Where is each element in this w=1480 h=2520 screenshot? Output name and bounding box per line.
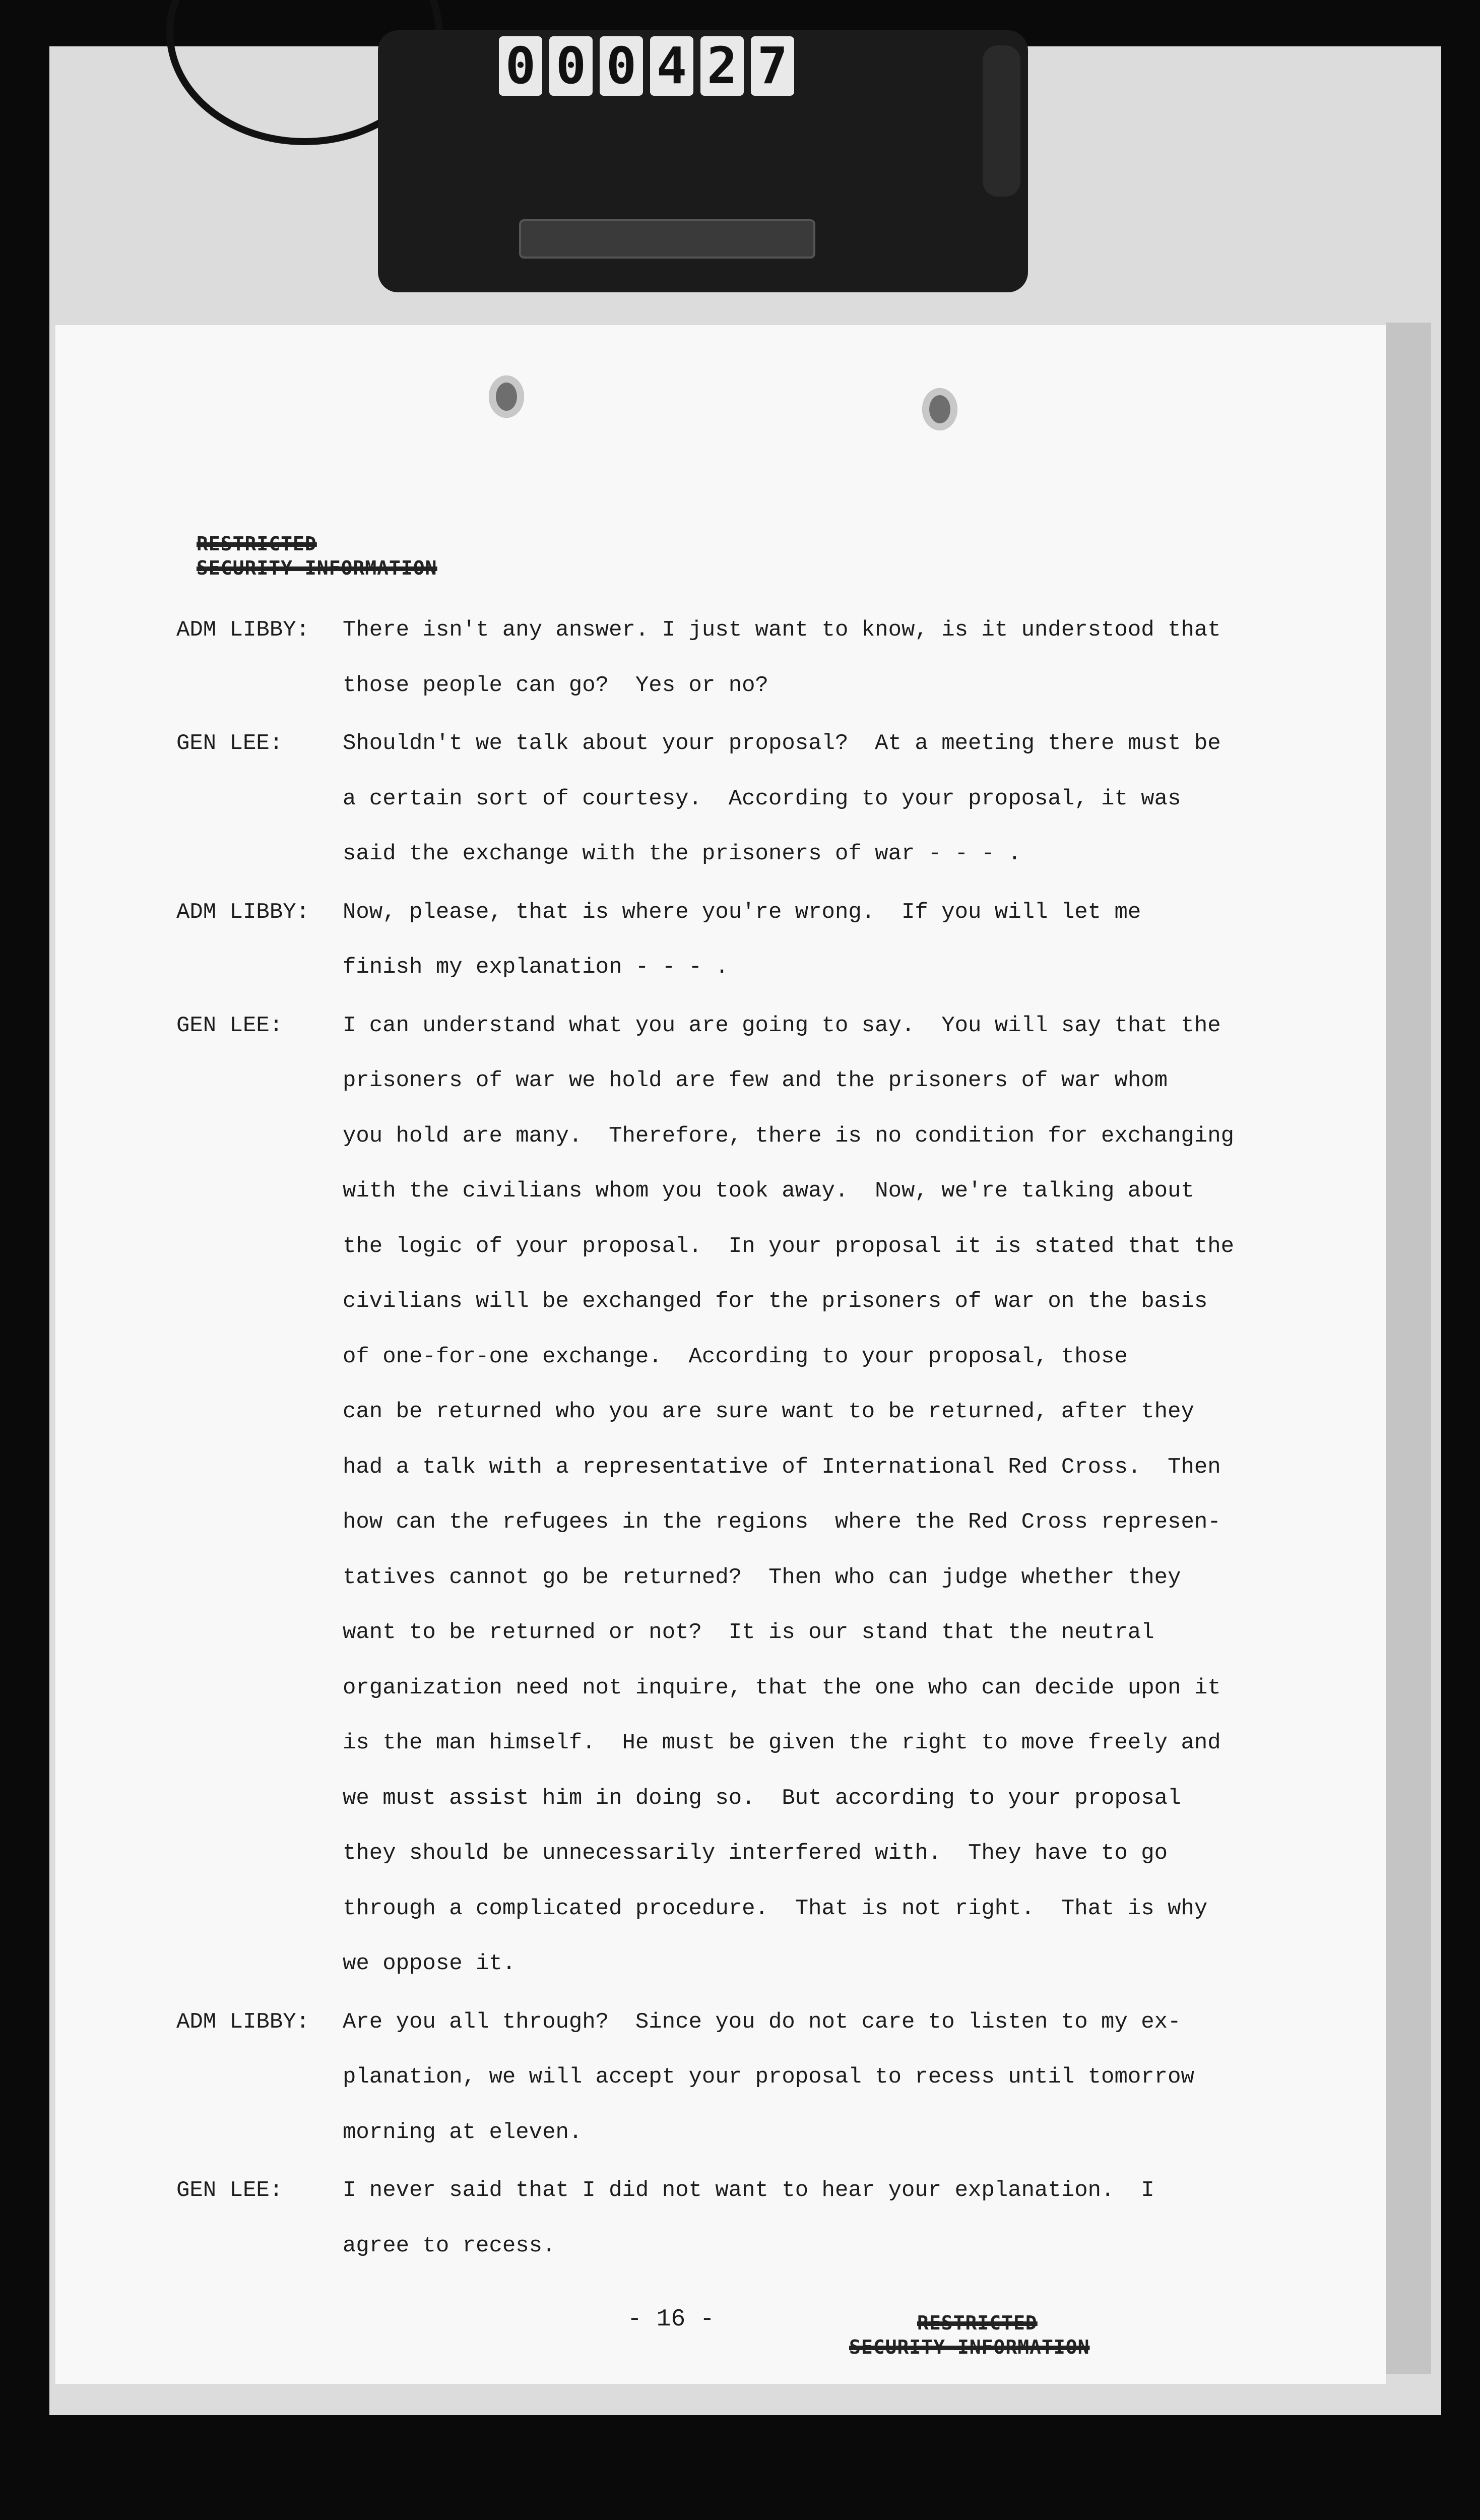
transcript-line: through a complicated procedure. That is not right. That is why	[343, 1896, 1208, 1921]
transcript-line: we must assist him in doing so. But according to your proposal	[343, 1785, 1181, 1811]
frame-counter-digit: 4	[650, 36, 693, 96]
transcript-line: finish my explanation - - - .	[343, 955, 729, 980]
transcript-line: I can understand what you are going to say. You will say that the	[343, 1013, 1221, 1038]
punch-hole	[489, 375, 524, 418]
transcript-line: how can the refugees in the regions where the Red Cross represen-	[343, 1509, 1221, 1535]
transcript-line: tatives cannot go be returned? Then who can judge whether they	[343, 1564, 1181, 1590]
transcript-line: those people can go? Yes or no?	[343, 672, 768, 698]
transcript-line: I never said that I did not want to hear your explanation. I	[343, 2178, 1154, 2203]
frame-counter-digit: 0	[600, 36, 643, 96]
transcript-line: want to be returned or not? It is our stand that the neutral	[343, 1620, 1154, 1645]
frame-counter-digit: 0	[549, 36, 593, 96]
page-number: - 16 -	[627, 2306, 715, 2333]
classification-line: SECURITY INFORMATION	[849, 2336, 1090, 2358]
transcript-line: agree to recess.	[343, 2233, 556, 2258]
speaker-label: GEN LEE:	[176, 731, 283, 756]
frame-counter-digit: 7	[751, 36, 794, 96]
frame-counter	[499, 36, 794, 96]
transcript-line: civilians will be exchanged for the prisoners of war on the basis	[343, 1289, 1208, 1314]
transcript-line: the logic of your proposal. In your proposal it is stated that the	[343, 1233, 1235, 1259]
classification-stamp-bottom	[849, 2311, 1090, 2359]
frame-counter-slot	[519, 219, 815, 259]
transcript-line: Now, please, that is where you're wrong. If you will let me	[343, 899, 1141, 925]
transcript-line: prisoners of war we hold are few and the prisoners of war whom	[343, 1068, 1168, 1093]
transcript-line: you hold are many. Therefore, there is no condition for exchanging	[343, 1123, 1235, 1149]
frame-counter-knob	[983, 45, 1020, 197]
transcript-line: planation, we will accept your proposal to recess until tomorrow	[343, 2064, 1194, 2090]
transcript-line: is the man himself. He must be given the right to move freely and	[343, 1730, 1221, 1755]
punch-hole	[922, 388, 957, 430]
transcript-line: Are you all through? Since you do not care to listen to my ex-	[343, 2009, 1181, 2035]
speaker-label: ADM LIBBY:	[176, 899, 310, 925]
classification-line: RESTRICTED	[917, 2312, 1038, 2334]
speaker-label: GEN LEE:	[176, 2178, 283, 2203]
speaker-label: ADM LIBBY:	[176, 617, 310, 643]
frame-counter-digit: 0	[499, 36, 542, 96]
backing-sheet-edge	[1386, 323, 1431, 2374]
classification-stamp-top	[197, 532, 437, 580]
transcript-line: can be returned who you are sure want to be returned, after they	[343, 1399, 1194, 1424]
transcript-line: said the exchange with the prisoners of war - - - .	[343, 841, 1021, 866]
transcript-line: had a talk with a representative of International Red Cross. Then	[343, 1454, 1221, 1480]
transcript-line: with the civilians whom you took away. Now, we're talking about	[343, 1178, 1194, 1204]
transcript-line: we oppose it.	[343, 1951, 516, 1976]
classification-line: RESTRICTED	[197, 533, 317, 555]
speaker-label: GEN LEE:	[176, 1013, 283, 1038]
frame-counter-digit: 2	[700, 36, 744, 96]
transcript-line: morning at eleven.	[343, 2119, 583, 2145]
classification-line: SECURITY INFORMATION	[197, 557, 437, 579]
transcript-line: they should be unnecessarily interfered with. They have to go	[343, 1841, 1168, 1866]
transcript-line: of one-for-one exchange. According to your proposal, those	[343, 1344, 1128, 1369]
transcript-line: There isn't any answer. I just want to know, is it understood that	[343, 617, 1221, 643]
transcript-line: organization need not inquire, that the one who can decide upon it	[343, 1675, 1221, 1700]
document-page	[55, 325, 1386, 2384]
transcript-line: Shouldn't we talk about your proposal? At a meeting there must be	[343, 731, 1221, 756]
transcript-line: a certain sort of courtesy. According to your proposal, it was	[343, 786, 1181, 811]
transcript	[176, 617, 1361, 2258]
speaker-label: ADM LIBBY:	[176, 2009, 310, 2035]
